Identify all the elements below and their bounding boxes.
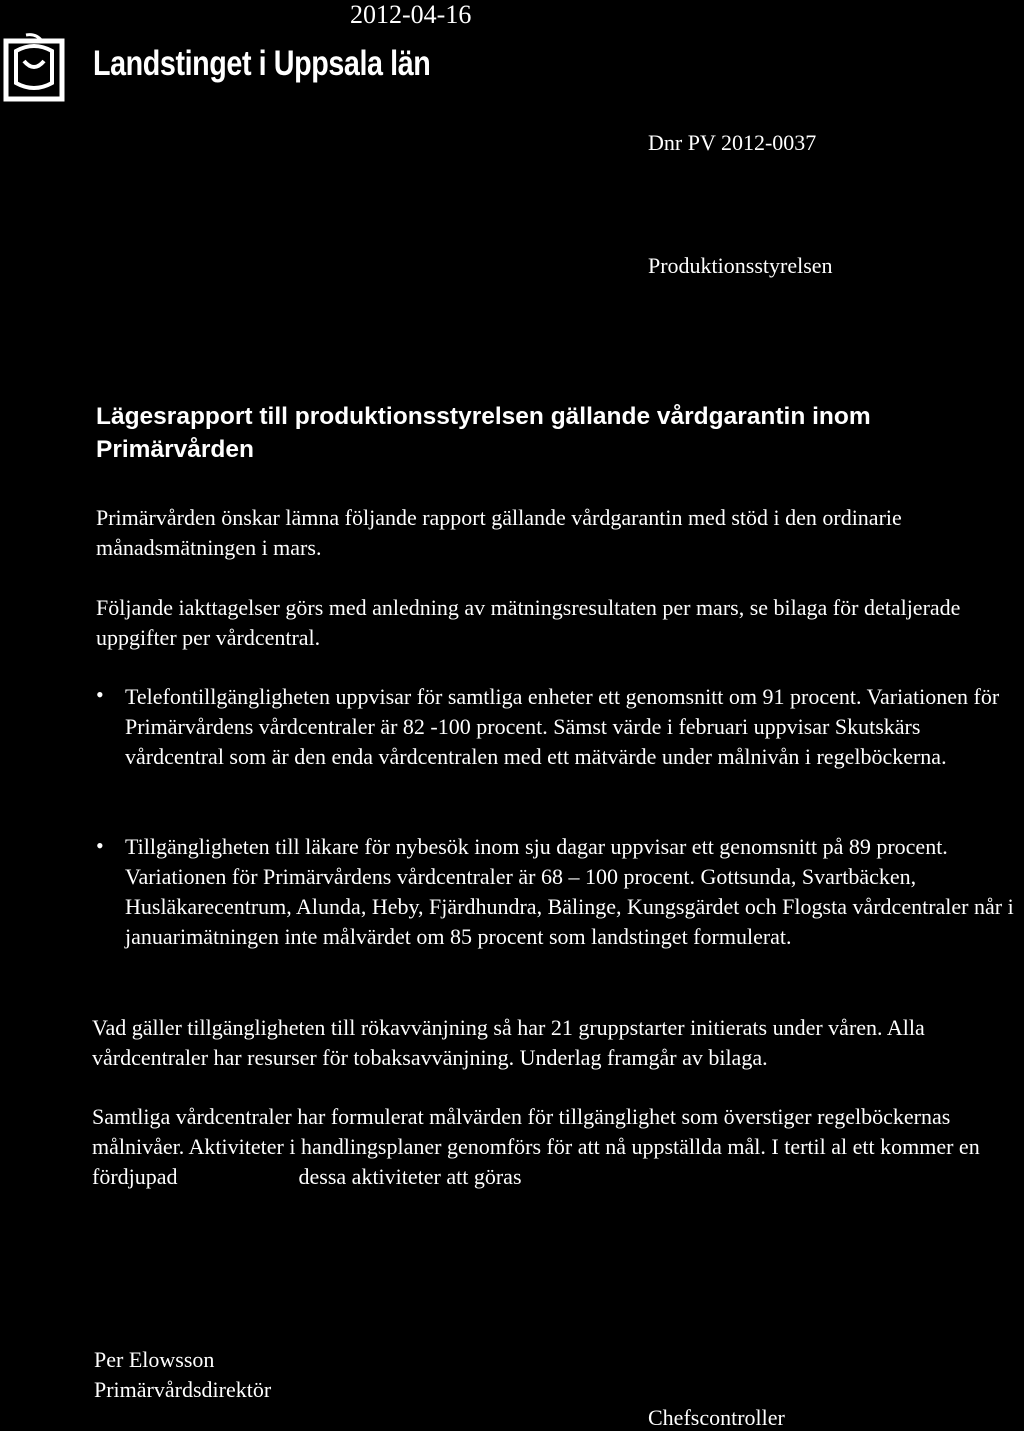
second-signatory-title: Chefscontroller (648, 1405, 785, 1430)
paragraph-smoking-cessation: Vad gäller tillgängligheten till rökavvänjning så har 21 gruppstarter initierats under våren. Alla vårdcentraler har resurser för tobaksavvänjning. Underlag framgår av bilaga. (92, 1015, 925, 1070)
bullet-marker: • (96, 833, 104, 858)
paragraph-intro: Primärvården önskar lämna följande rapport gällande vårdgarantin med stöd i den ordinarie månadsmätningen i mars. (96, 505, 902, 560)
bullet-telephone-accessibility: Telefontillgängligheten uppvisar för samtliga enheter ett genomsnitt om 91 procent. Variationen för Primärvårdens vårdcentraler är 82 -100 procent. Sämst värde i februari uppvisar Skutskärs vårdcentral som är den enda vårdcentralen med ett mätvärde under målnivån i regelböckerna. (125, 684, 1000, 769)
paragraph-observations: Följande iakttagelser görs med anledning av mätningsresultaten per mars, se bilaga för detaljerade uppgifter per vårdcentral. (96, 595, 961, 650)
document-title: Lägesrapport till produktionsstyrelsen gällande vårdgarantin inom Primärvården (96, 403, 871, 463)
landstinget-logo-icon (2, 33, 66, 103)
bullet-marker: • (96, 682, 104, 707)
organization-name: Landstinget i Uppsala län (93, 44, 431, 83)
signatory-name: Per Elowsson (94, 1347, 215, 1372)
signatory-title: Primärvårdsdirektör (94, 1377, 272, 1402)
registration-number: Dnr PV 2012-0037 (648, 130, 817, 155)
recipient: Produktionsstyrelsen (648, 253, 833, 278)
document-date: 2012-04-16 (350, 0, 472, 29)
paragraph-target-values: Samtliga vårdcentraler har formulerat målvärden för tillgänglighet som överstiger regelböckernas målnivåer. Aktiviteter i handlingsplaner genomförs för att nå uppställda mål. I tertil al ett kommer en fördjupad dessa aktiviteter att göras (92, 1104, 986, 1189)
bullet-doctor-accessibility: Tillgängligheten till läkare för nybesök inom sju dagar uppvisar ett genomsnitt på 89 procent. Variationen för Primärvårdens vårdcentraler är 68 – 100 procent. Gottsunda, Svartbäcken, Husläkarecentrum, Alunda, Heby, Fjärdhundra, Bälinge, Kungsgärdet och Flogsta vårdcentraler når i januarimätningen inte målvärdet om 85 procent som landstinget formulerat. (125, 834, 1014, 949)
